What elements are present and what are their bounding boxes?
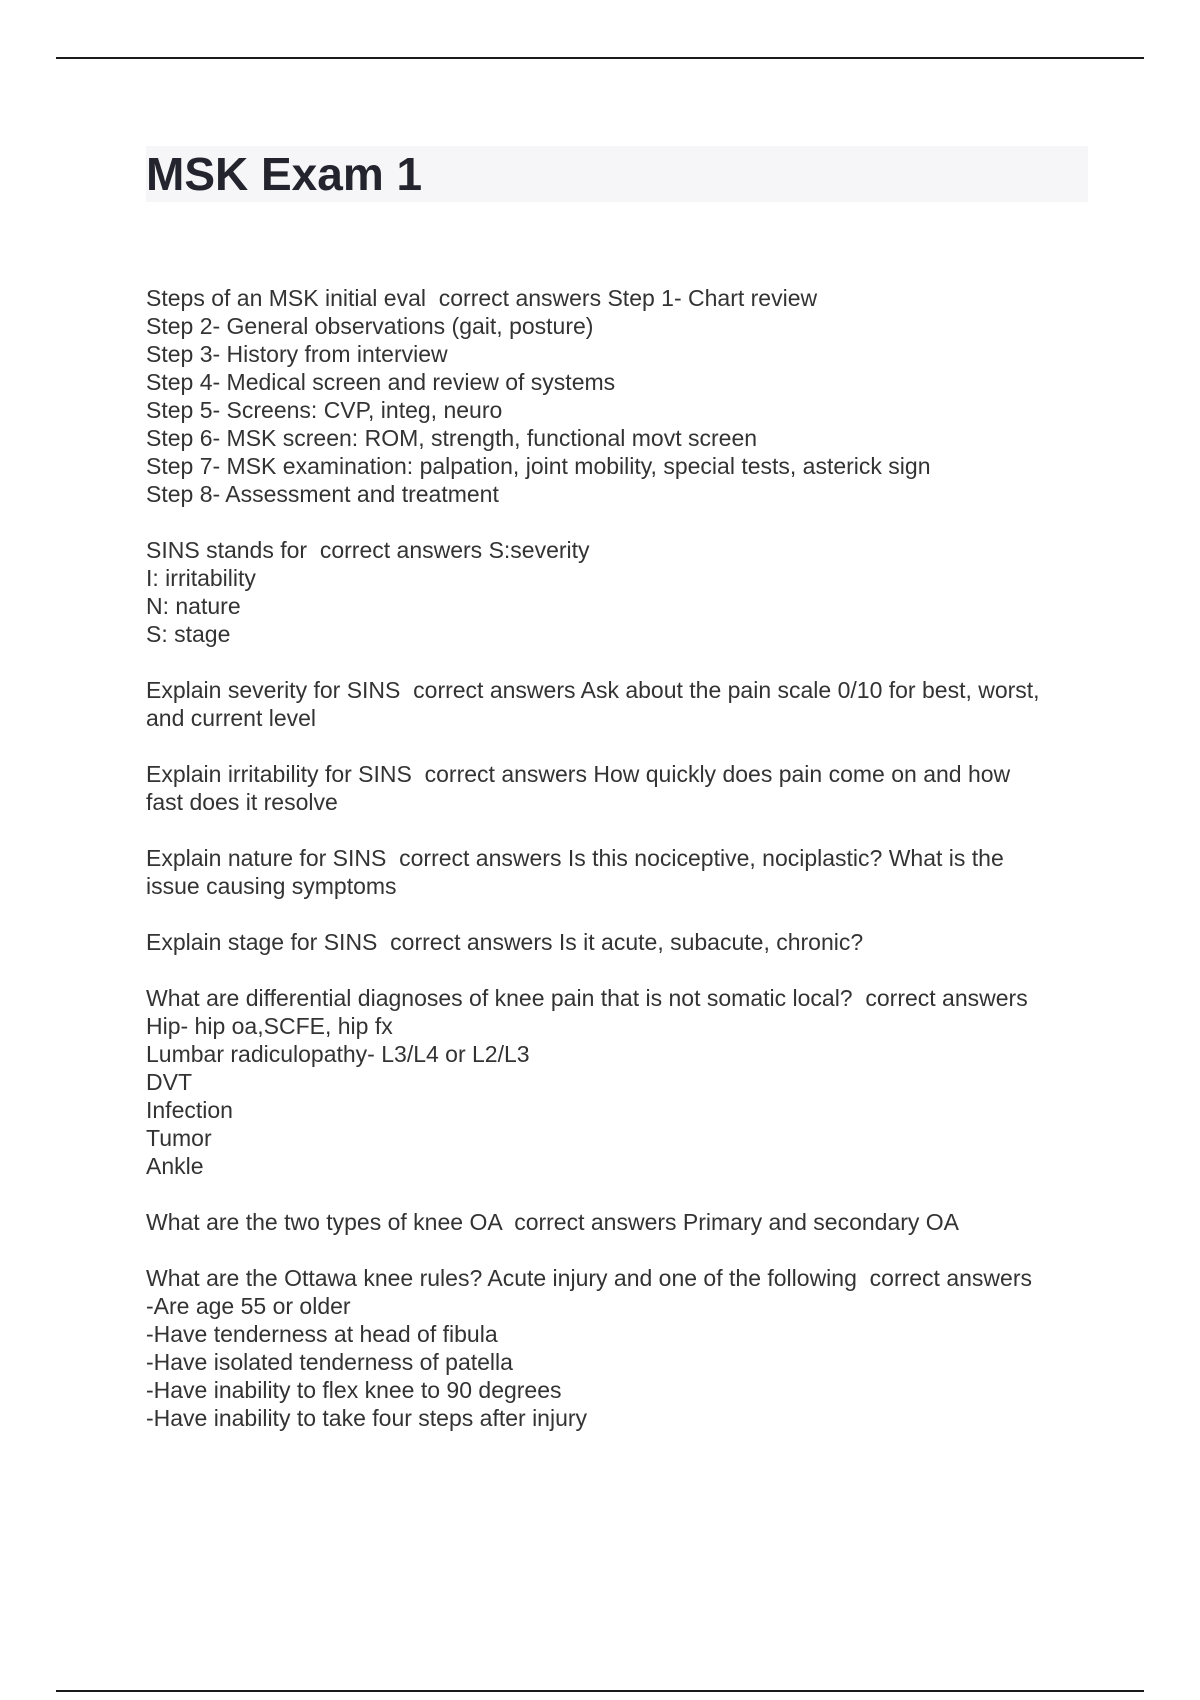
text-line: Step 3- History from interview [146, 341, 448, 367]
top-divider [56, 57, 1144, 59]
text-line: What are differential diagnoses of knee pain that is not somatic local? correct answers [146, 985, 1028, 1011]
qa-item-knee-oa-types [146, 1208, 1106, 1236]
bottom-divider [56, 1690, 1144, 1692]
text-line: What are the Ottawa knee rules? Acute injury and one of the following correct answers [146, 1265, 1032, 1291]
text-line: Tumor [146, 1125, 212, 1151]
qa-item-eval-steps [146, 284, 1106, 508]
text-line: Step 2- General observations (gait, posture) [146, 313, 594, 339]
qa-item-nature [146, 844, 1106, 900]
text-line: Steps of an MSK initial eval correct answers Step 1- Chart review [146, 285, 818, 311]
text-line: and current level [146, 705, 317, 731]
text-line: Step 5- Screens: CVP, integ, neuro [146, 397, 503, 423]
text-line: -Are age 55 or older [146, 1293, 351, 1319]
text-line: Infection [146, 1097, 233, 1123]
text-line: Lumbar radiculopathy- L3/L4 or L2/L3 [146, 1041, 530, 1067]
text-line: Explain irritability for SINS correct answers How quickly does pain come on and how [146, 761, 1011, 787]
text-line: issue causing symptoms [146, 873, 397, 899]
text-line: Explain severity for SINS correct answers Ask about the pain scale 0/10 for best, worst, [146, 677, 1040, 703]
text-line: Ankle [146, 1153, 204, 1179]
qa-item-severity [146, 676, 1106, 732]
qa-item-sins [146, 536, 1106, 648]
qa-item-knee-differentials [146, 984, 1106, 1180]
text-line: Hip- hip oa,SCFE, hip fx [146, 1013, 393, 1039]
text-line: Explain nature for SINS correct answers Is this nociceptive, nociplastic? What is the [146, 845, 1004, 871]
text-line: Step 8- Assessment and treatment [146, 481, 499, 507]
qa-item-irritability [146, 760, 1106, 816]
text-line: I: irritability [146, 565, 256, 591]
text-line: Explain stage for SINS correct answers Is it acute, subacute, chronic? [146, 929, 864, 955]
text-line: S: stage [146, 621, 231, 647]
qa-item-stage [146, 928, 1106, 956]
text-line: -Have inability to flex knee to 90 degrees [146, 1377, 562, 1403]
text-line: Step 4- Medical screen and review of systems [146, 369, 616, 395]
text-line: SINS stands for correct answers S:severity [146, 537, 590, 563]
text-line: -Have tenderness at head of fibula [146, 1321, 498, 1347]
text-line: fast does it resolve [146, 789, 338, 815]
text-line: N: nature [146, 593, 241, 619]
text-line: -Have inability to take four steps after injury [146, 1405, 588, 1431]
text-line: Step 7- MSK examination: palpation, joint mobility, special tests, asterick sign [146, 453, 931, 479]
page-title: MSK Exam 1 [146, 148, 423, 200]
text-line: What are the two types of knee OA correct answers Primary and secondary OA [146, 1209, 960, 1235]
text-line: -Have isolated tenderness of patella [146, 1349, 513, 1375]
text-line: DVT [146, 1069, 192, 1095]
qa-item-ottawa-rules [146, 1264, 1106, 1432]
text-line: Step 6- MSK screen: ROM, strength, functional movt screen [146, 425, 758, 451]
document-body [146, 284, 1106, 1460]
